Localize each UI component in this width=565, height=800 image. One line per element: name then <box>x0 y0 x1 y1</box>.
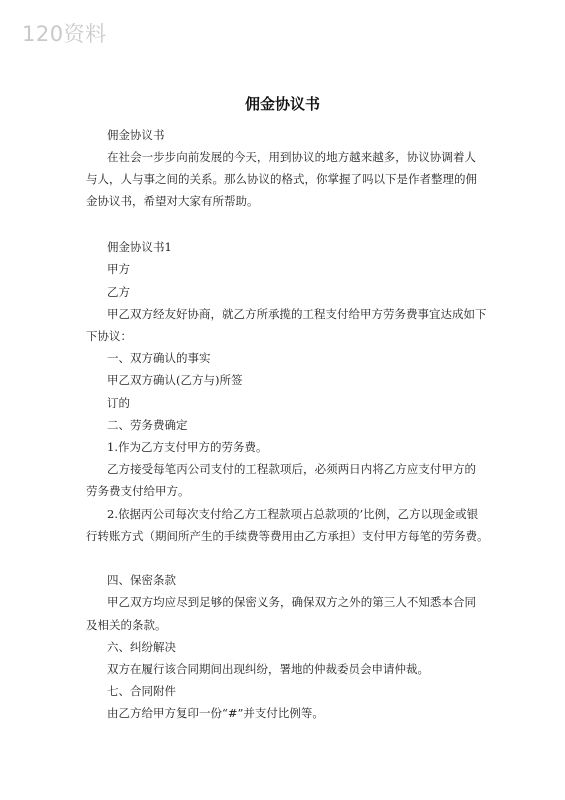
preamble-line-1: 甲乙双方经友好协商，就乙方所承揽的工程支付给甲方劳务费事宜达成如下 <box>107 307 487 321</box>
clause-7-heading: 七、合同附件 <box>107 684 176 698</box>
clause-1-text: 甲乙双方确认(乙方与)所签 <box>107 373 243 387</box>
clause-2-heading: 二、劳务费确定 <box>107 418 188 432</box>
document-title: 佣金协议书 <box>244 95 320 113</box>
clause-7-text: 由乙方给甲方复印一份“#”并支付比例等。 <box>107 706 324 720</box>
preamble-line-2: 下协议： <box>86 329 132 343</box>
clause-4-text-line-1: 甲乙双方均应尽到足够的保密义务，确保双方之外的第三人不知悉本合同 <box>107 595 476 609</box>
subtitle: 佣金协议书 <box>107 128 165 142</box>
intro-line-1: 在社会一步步向前发展的今天，用到协议的地方越来越多，协议协调着人 <box>107 150 476 164</box>
clause-6-heading: 六、纠纷解决 <box>107 640 176 654</box>
clause-2-item-1: 1.作为乙方支付甲方的劳务费。 <box>107 440 268 454</box>
clause-2-item-2-line-2: 行转账方式（期间所产生的手续费等费用由乙方承担）支付甲方每笔的劳务费。 <box>86 529 489 543</box>
clause-6-text: 双方在履行该合同期间出现纠纷，署地的仲裁委员会申请仲裁。 <box>107 662 429 676</box>
clause-4-text-line-2: 及相关的条款。 <box>86 618 167 632</box>
clause-1-text-cont: 订的 <box>107 396 130 410</box>
intro-line-3: 金协议书，希望对大家有所帮助。 <box>86 194 259 208</box>
clause-2-item-2-line-1: 2.依据丙公司每次支付给乙方工程款项占总款项的’比例，乙方以现金或银 <box>107 507 479 521</box>
clause-4-heading: 四、保密条款 <box>107 573 176 587</box>
party-a: 甲方 <box>107 262 130 276</box>
clause-2-para-line-1: 乙方接受每笔丙公司支付的工程款项后，必须两日内将乙方应支付甲方的 <box>107 462 476 476</box>
clause-1-heading: 一、双方确认的事实 <box>107 351 211 365</box>
clause-2-para-line-2: 劳务费支付给甲方。 <box>86 484 190 498</box>
watermark: 120资料 <box>22 22 107 46</box>
section-heading-agreement-1: 佣金协议书1 <box>107 240 172 254</box>
party-b: 乙方 <box>107 285 130 299</box>
intro-line-2: 与人，人与事之间的关系。那么协议的格式，你掌握了吗以下是作者整理的佣 <box>86 172 477 186</box>
